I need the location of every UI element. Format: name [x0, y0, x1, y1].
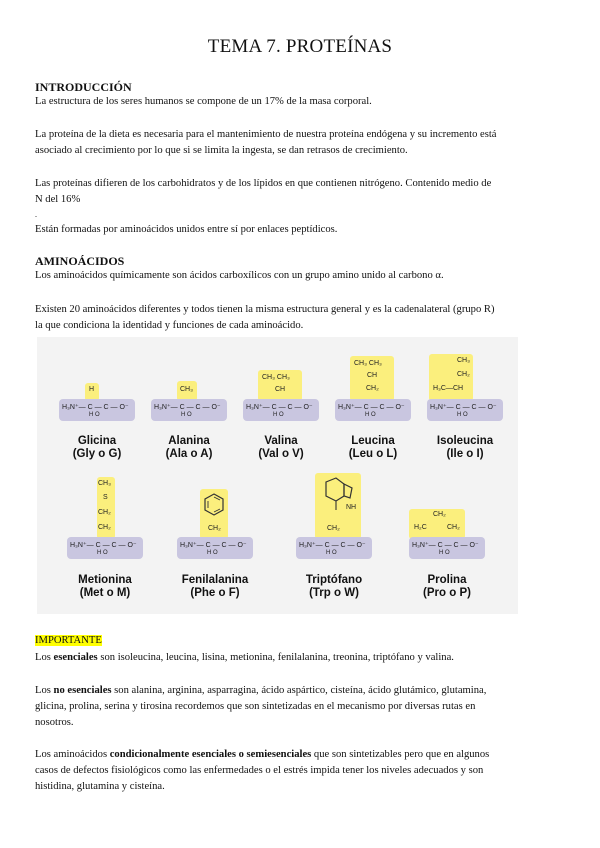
non-essential-paragraph-1: Los no esenciales son alanina, arginina, asparragina, ácido aspártico, cisteína, ácido glutámico, glutamina, [35, 685, 487, 696]
aminoacids-paragraph-2b: la que condiciona la identidad y funciones de cada aminoácido. [35, 320, 304, 331]
important-label: IMPORTANTE [35, 635, 102, 646]
glycine-label: Glicina (Gly o G) [72, 435, 122, 460]
conditional-paragraph-3: histidina, glutamina y cisteína. [35, 781, 165, 792]
intro-heading: INTRODUCCIÓN [35, 80, 132, 94]
intro-paragraph-1: La estructura de los seres humanos se compone de un 17% de la masa corporal. [35, 96, 372, 107]
methionine-backbone: H₃N⁺— C — C — O⁻ H O [67, 537, 143, 559]
essential-paragraph: Los esenciales son isoleucina, leucina, lisina, metionina, fenilalanina, treonina, triptófano y valina. [35, 652, 454, 663]
phenylalanine-label: Fenilalanina (Phe o F) [181, 574, 249, 599]
leucine-backbone: H₃N⁺— C — C — O⁻ H O [335, 399, 411, 421]
proline-backbone: H₃N⁺— C — C — O⁻ H O [409, 537, 485, 559]
isoleucine-label: Isoleucina (Ile o I) [436, 435, 494, 460]
valine-label: Valina (Val o V) [258, 435, 304, 460]
intro-paragraph-4: Están formadas por aminoácidos unidos entre sí por enlaces peptídicos. [35, 224, 338, 235]
methionine-label: Metionina (Met o M) [78, 574, 132, 599]
conditional-paragraph-2: casos de defectos fisiológicos como las enfermedades o el estrés impida tener los niveles adecuados y son [35, 765, 484, 776]
alanine-backbone: H₃N⁺— C — C — O⁻ H O [151, 399, 227, 421]
non-essential-paragraph-3: nosotros. [35, 717, 74, 728]
amino-acid-figure: H H₃N⁺— C — C — O⁻ H O Glicina (Gly o G) CH₃ H₃N⁺— C — C — O⁻ H O Alanina (Ala o A) CH₃ CH₃ CH H₃N⁺— C — C — O⁻ H O Valina (Val o V) CH₃ CH₃ CH CH₂ H₃N⁺— C — C — O⁻ H O Leucina (Leu o L) CH₃ CH₂ H₃C—CH H₃N⁺— C — C — O⁻ H O Isoleucina (Ile o I) CH₃ S CH₂ CH₂ H₃N⁺— C — C — O⁻ H O Metionina (Met o M) CH₂ H₃N⁺— C — C — O⁻ H O Fenilalanina (Phe o F) NH CH₂ H₃N⁺— C — C — O⁻ H O Triptófano (Trp o W) CH₂ H₂C CH₂ H₃N⁺— C — C — O⁻ H O Prolina (Pro o P) [37, 337, 518, 614]
aminoacids-paragraph-2a: Existen 20 aminoácidos diferentes y todos tienen la misma estructura general y es la cadenalateral (grupo R) [35, 304, 495, 315]
non-essential-paragraph-2: glicina, prolina, serina y tirosina recordemos que son sintetizadas en el mecanismo por diversas rutas en [35, 701, 476, 712]
tryptophan-label: Triptófano (Trp o W) [305, 574, 363, 599]
intro-paragraph-2a: La proteína de la dieta es necesaria para el mantenimiento de nuestra proteína endógena y su incremento está [35, 129, 497, 140]
alanine-label: Alanina (Ala o A) [165, 435, 213, 460]
aminoacids-paragraph-1: Los aminoácidos químicamente son ácidos carboxílicos con un grupo amino unido al carbono α. [35, 270, 444, 281]
glycine-side-label: H [89, 386, 95, 393]
proline-label: Prolina (Pro o P) [423, 574, 471, 599]
glycine-backbone: H₃N⁺— C — C — O⁻ H O [59, 399, 135, 421]
page-title: TEMA 7. PROTEÍNAS [207, 36, 393, 57]
intro-paragraph-2b: asociado al crecimiento por lo que si se limita la ingesta, se dan retrasos de crecimiento. [35, 145, 408, 156]
tryptophan-backbone: H₃N⁺— C — C — O⁻ H O [296, 537, 372, 559]
benzene-ring-icon [203, 492, 225, 518]
isoleucine-backbone: H₃N⁺— C — C — O⁻ H O [427, 399, 503, 421]
aminoacids-heading: AMINOÁCIDOS [35, 254, 125, 268]
valine-backbone: H₃N⁺— C — C — O⁻ H O [243, 399, 319, 421]
intro-paragraph-3a: Las proteínas difieren de los carbohidratos y de los lípidos en que contienen nitrógeno. Contenido medio de [35, 178, 492, 189]
phenylalanine-backbone: H₃N⁺— C — C — O⁻ H O [177, 537, 253, 559]
leucine-label: Leucina (Leu o L) [348, 435, 398, 460]
conditional-paragraph-1: Los aminoácidos condicionalmente esenciales o semiesenciales que son sintetizables pero que en algunos [35, 749, 490, 760]
intro-paragraph-3b: N del 16% [35, 194, 81, 205]
stray-dot: . [35, 210, 37, 219]
